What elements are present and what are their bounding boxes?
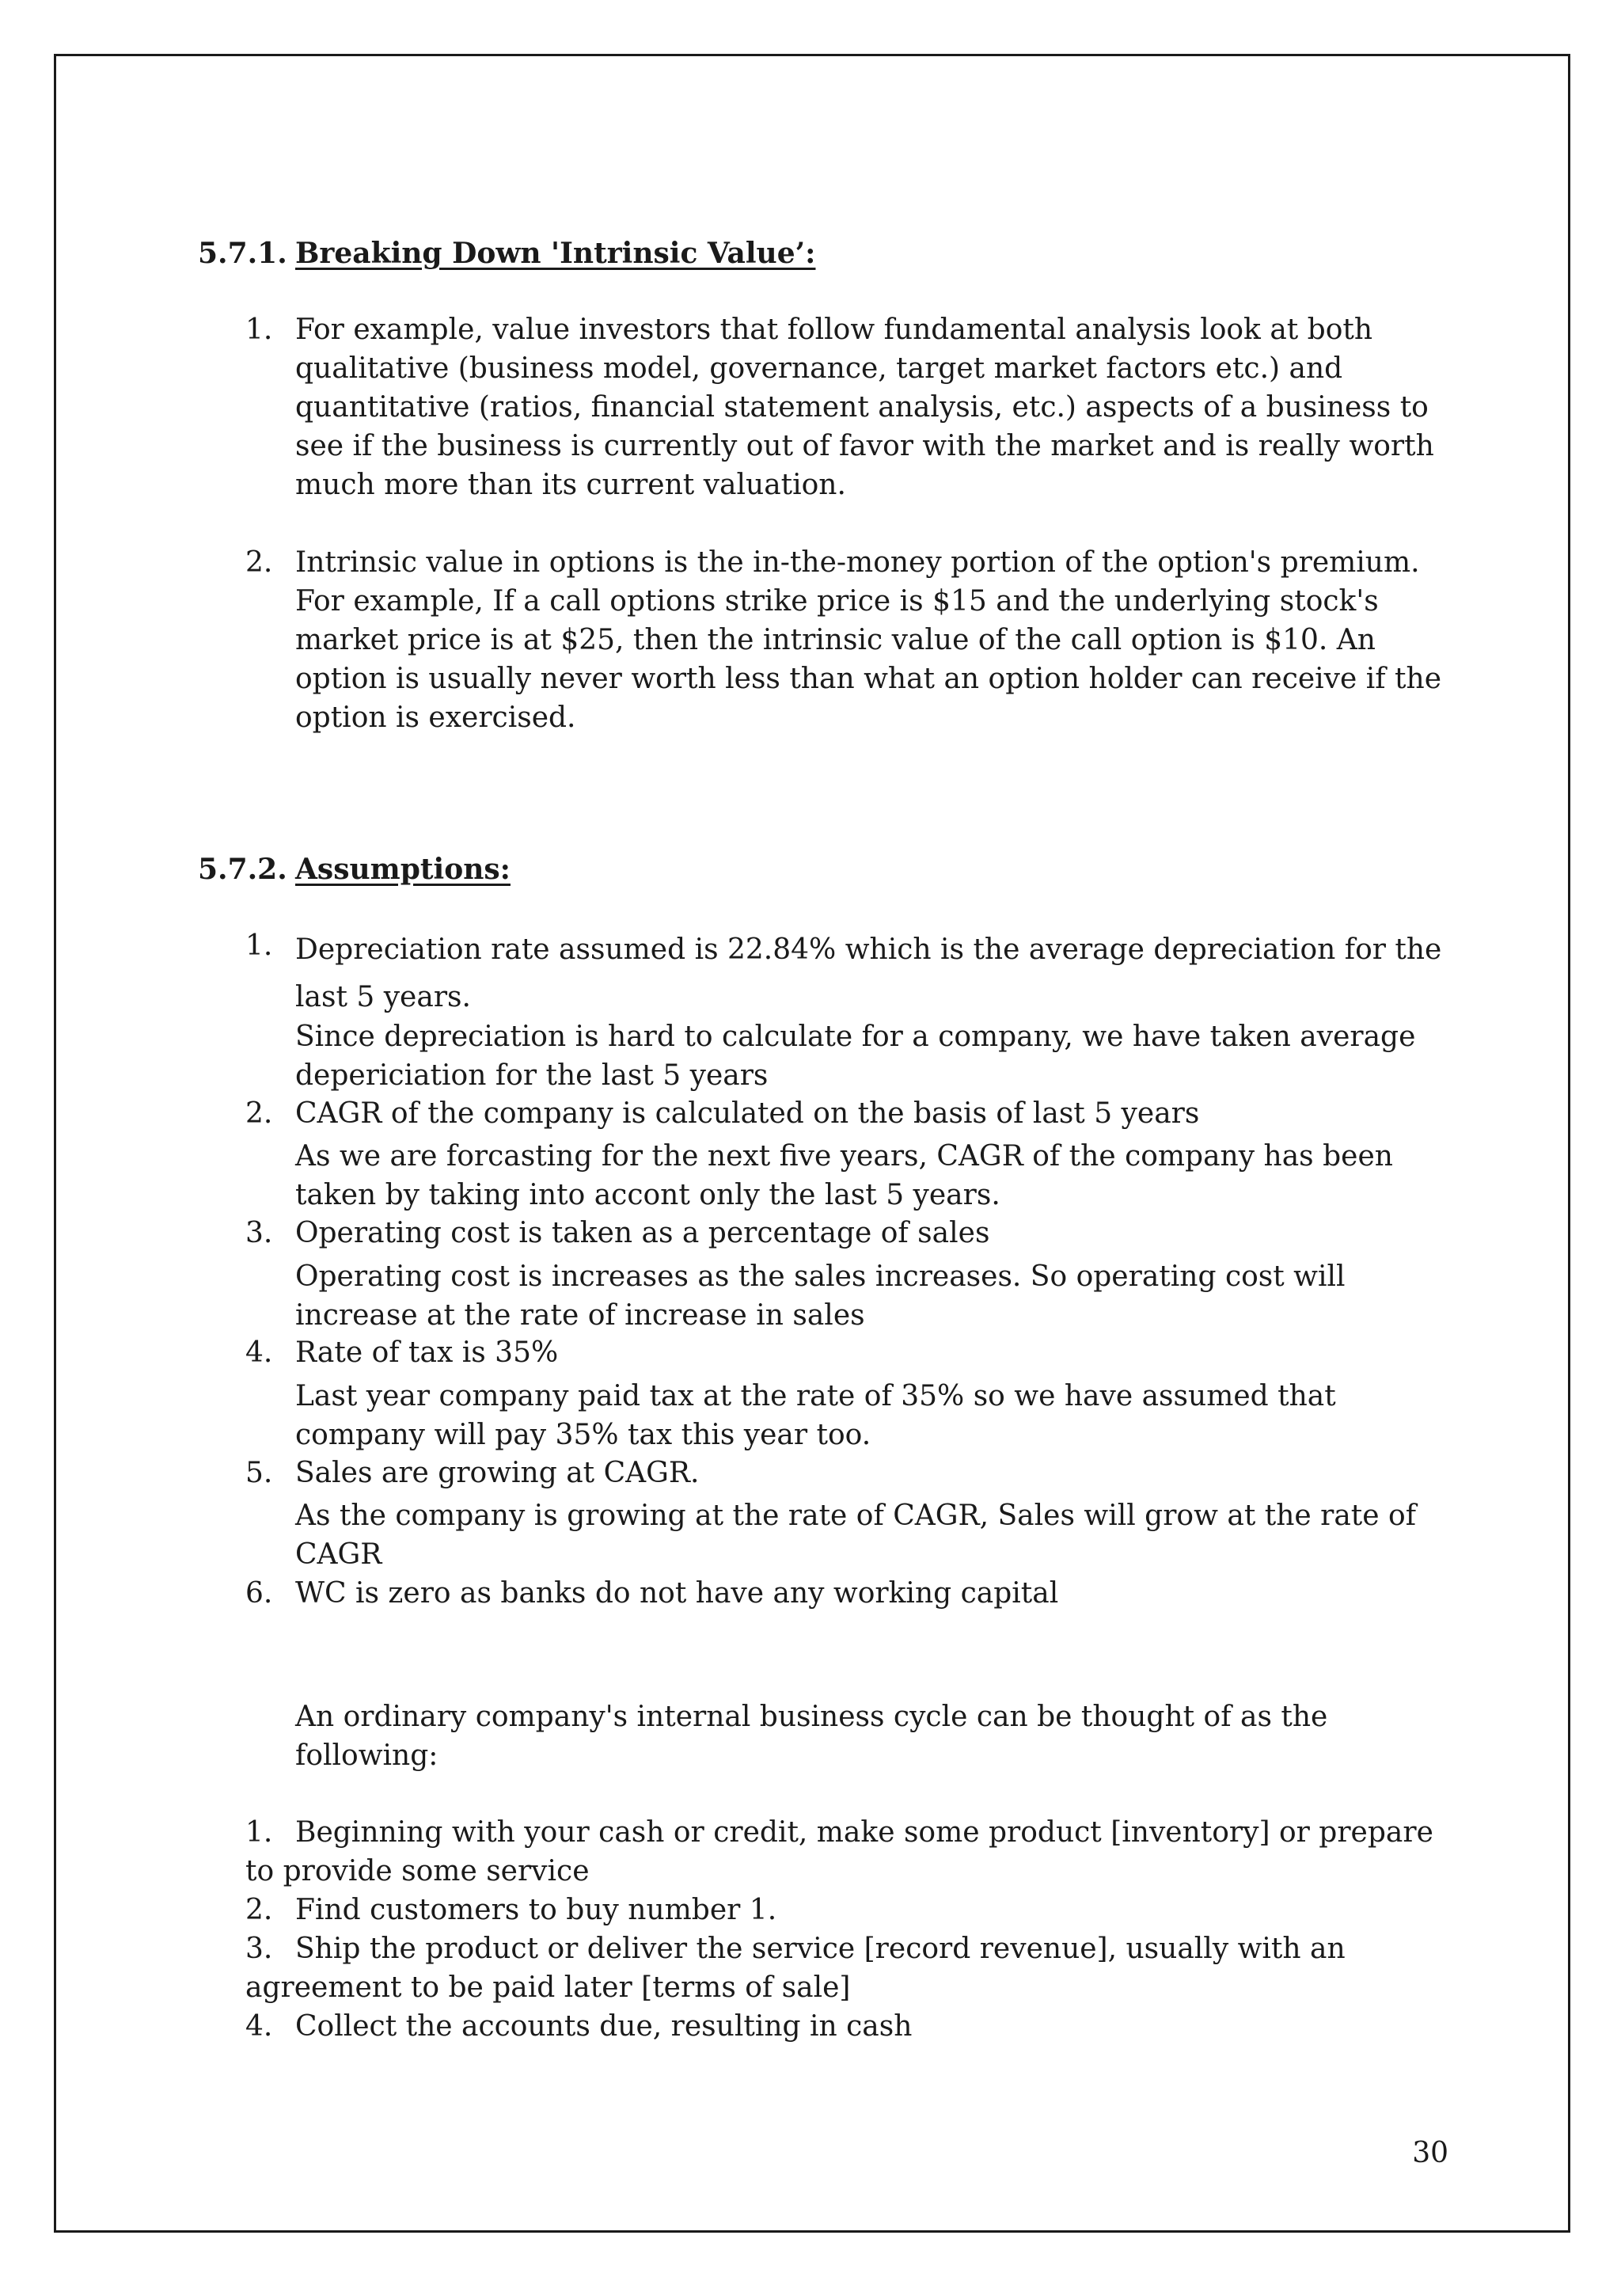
cycle-step-text: Beginning with your cash or credit, make some product [inventory] or prepare to provide some service (245, 1816, 1433, 1887)
section-number: 5.7.1. (198, 237, 287, 270)
section-number: 5.7.2. (198, 853, 287, 886)
cycle-step (245, 2007, 1448, 2046)
cycle-step-text: Ship the product or deliver the service [record revenue], usually with an agreement to be paid later [terms of sale] (245, 1933, 1346, 2004)
section-heading-assumptions (0, 850, 1621, 890)
cycle-step-text: Collect the accounts due, resulting in cash (295, 2010, 913, 2043)
cycle-step (245, 1929, 1448, 2007)
list-item-note: Operating cost is increases as the sales increases. So operating cost will increase at the rate of increase in sales (295, 1260, 1346, 1332)
list-item-text: CAGR of the company is calculated on the basis of last 5 years (295, 1097, 1200, 1130)
list-item-text: Rate of tax is 35% (295, 1336, 559, 1369)
cycle-intro: An ordinary company's internal business cycle can be thought of as the following: (295, 1701, 1328, 1772)
list-item-text: For example, value investors that follow fundamental analysis look at both qualitative (business model, governance, target market factors etc.) and quantitative (ratios, financial statement analysis, etc.) aspects of a business to see if the business is currently out of favor with the market and is really worth much more than its current valuation. (295, 314, 1434, 501)
cycle-step (245, 1891, 1448, 1929)
list-item-note: Since depreciation is hard to calculate for a company, we have taken average depericiation for the last 5 years (295, 1021, 1416, 1092)
cycle-step (245, 1813, 1448, 1891)
list-item-number: 1. (245, 314, 273, 346)
list-item-note: Last year company paid tax at the rate of 35% so we have assumed that company will pay 35% tax this year too. (295, 1380, 1336, 1451)
list-item-number: 2. (245, 546, 273, 579)
list-item-number: 1. (245, 929, 273, 962)
page-number: 30 (1412, 2137, 1448, 2169)
cycle-step-text: Find customers to buy number 1. (295, 1894, 777, 1926)
cycle-step-number: 1. (245, 1816, 273, 1849)
list-item-text: Depreciation rate assumed is 22.84% which is the average depreciation for the last 5 years. (295, 933, 1442, 1013)
list-item-number: 6. (245, 1577, 273, 1610)
section-title: Assumptions: (295, 853, 511, 886)
cycle-step-number: 4. (245, 2010, 273, 2043)
list-item-text: Sales are growing at CAGR. (295, 1457, 700, 1489)
cycle-step-number: 2. (245, 1894, 273, 1926)
list-item-text: Operating cost is taken as a percentage of sales (295, 1217, 990, 1249)
list-item-number: 4. (245, 1336, 273, 1369)
list-item-number: 2. (245, 1097, 273, 1130)
list-item-note: As we are forcasting for the next five years, CAGR of the company has been taken by taking into accont only the last 5 years. (295, 1140, 1393, 1211)
list-item-note: As the company is growing at the rate of CAGR, Sales will grow at the rate of CAGR (295, 1500, 1417, 1571)
list-item-number: 5. (245, 1457, 273, 1489)
section-heading-intrinsic-value (0, 234, 1621, 274)
cycle-step-number: 3. (245, 1933, 273, 1965)
list-item-text: WC is zero as banks do not have any working capital (295, 1577, 1059, 1610)
list-item-number: 3. (245, 1217, 273, 1249)
list-item-text: Intrinsic value in options is the in-the-money portion of the option's premium. For example, If a call options strike price is $15 and the underlying stock's market price is at $25, then the intrinsic value of the call option is $10. An option is usually never worth less than what an option holder can receive if the option is exercised. (295, 546, 1441, 734)
section-title: Breaking Down 'Intrinsic Value’: (295, 237, 816, 270)
